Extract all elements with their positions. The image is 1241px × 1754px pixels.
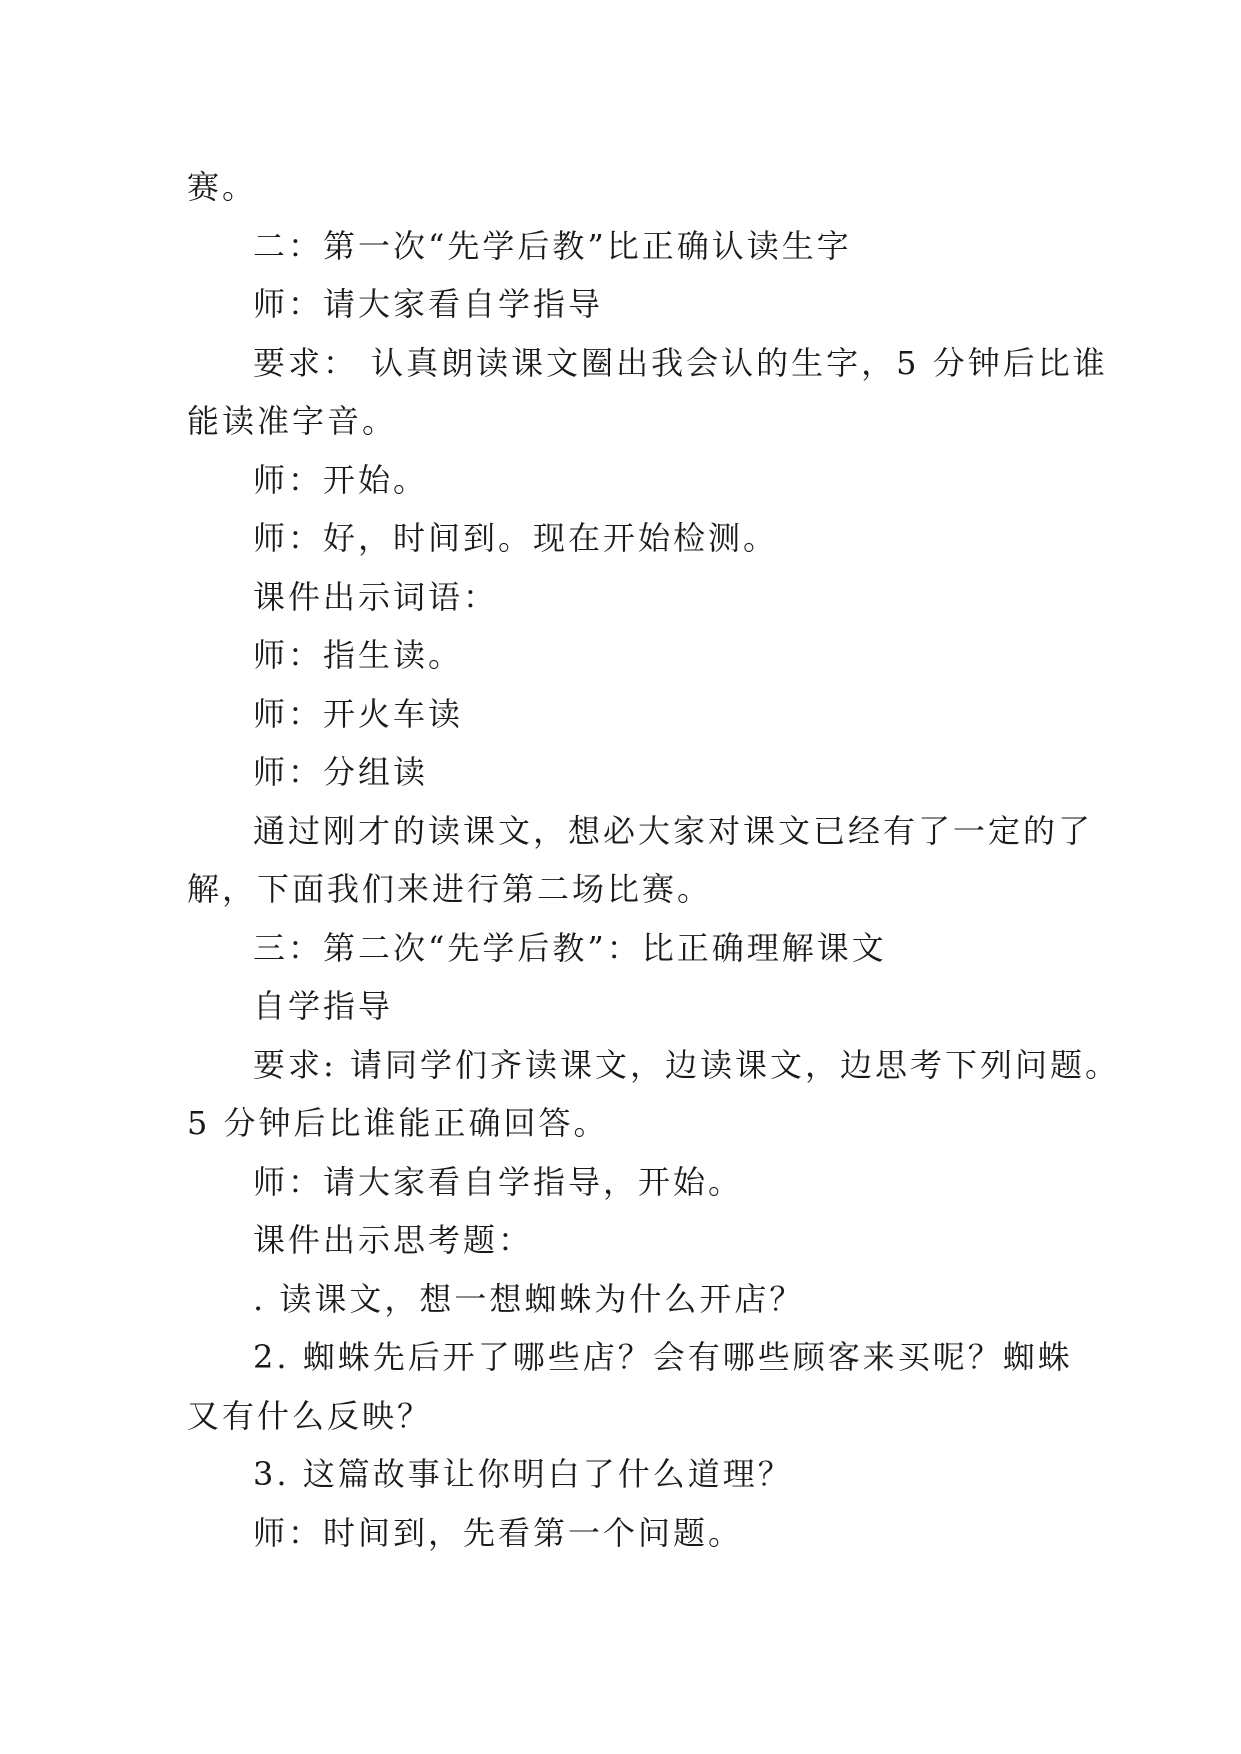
text-line: 要求： 认真朗读课文圈出我会认的生字，5 分钟后比谁 [253, 343, 1108, 382]
text-line: 师：开始。 [253, 460, 429, 499]
text-line: 师：请大家看自学指导 [253, 285, 604, 323]
text-line: 通过刚才的读课文，想必大家对课文已经有了一定的了 [253, 811, 1094, 850]
text-line: 课件出示词语： [253, 577, 499, 616]
document-body [187, 158, 1120, 1562]
text-line: 解，下面我们来进行第二场比赛。 [187, 870, 713, 908]
text-line: 能读准字音。 [187, 402, 398, 440]
question-3: 3. 这篇故事让你明白了什么道理？ [253, 1455, 793, 1493]
text-line: 赛。 [187, 168, 258, 206]
text-line: 师：好，时间到。现在开始检测。 [253, 519, 779, 557]
section-heading-3: 三：第二次“先学后教”：比正确理解课文 [253, 928, 887, 967]
question-2-continued: 又有什么反映？ [187, 1396, 433, 1435]
text-line: 要求: 请同学们齐读课文，边读课文，边思考下列问题。 [253, 1045, 1120, 1084]
text-line: 师：分组读 [253, 753, 429, 791]
text-line: 自学指导 [253, 987, 394, 1025]
question-1: . 读课文，想一想蜘蛛为什么开店？ [253, 1279, 805, 1318]
text-line: 师：指生读。 [253, 636, 464, 674]
question-2: 2. 蜘蛛先后开了哪些店？会有哪些顾客来买呢？蜘蛛 [253, 1338, 1073, 1376]
text-line: 师：开火车读 [253, 694, 464, 733]
text-line: 师：时间到，先看第一个问题。 [253, 1513, 744, 1552]
section-heading-2: 二：第一次“先学后教”比正确认读生字 [253, 226, 852, 265]
text-line: 课件出示思考题： [253, 1221, 534, 1259]
text-line: 师：请大家看自学指导，开始。 [253, 1162, 744, 1201]
text-line: 5 分钟后比谁能正确回答。 [187, 1104, 609, 1142]
